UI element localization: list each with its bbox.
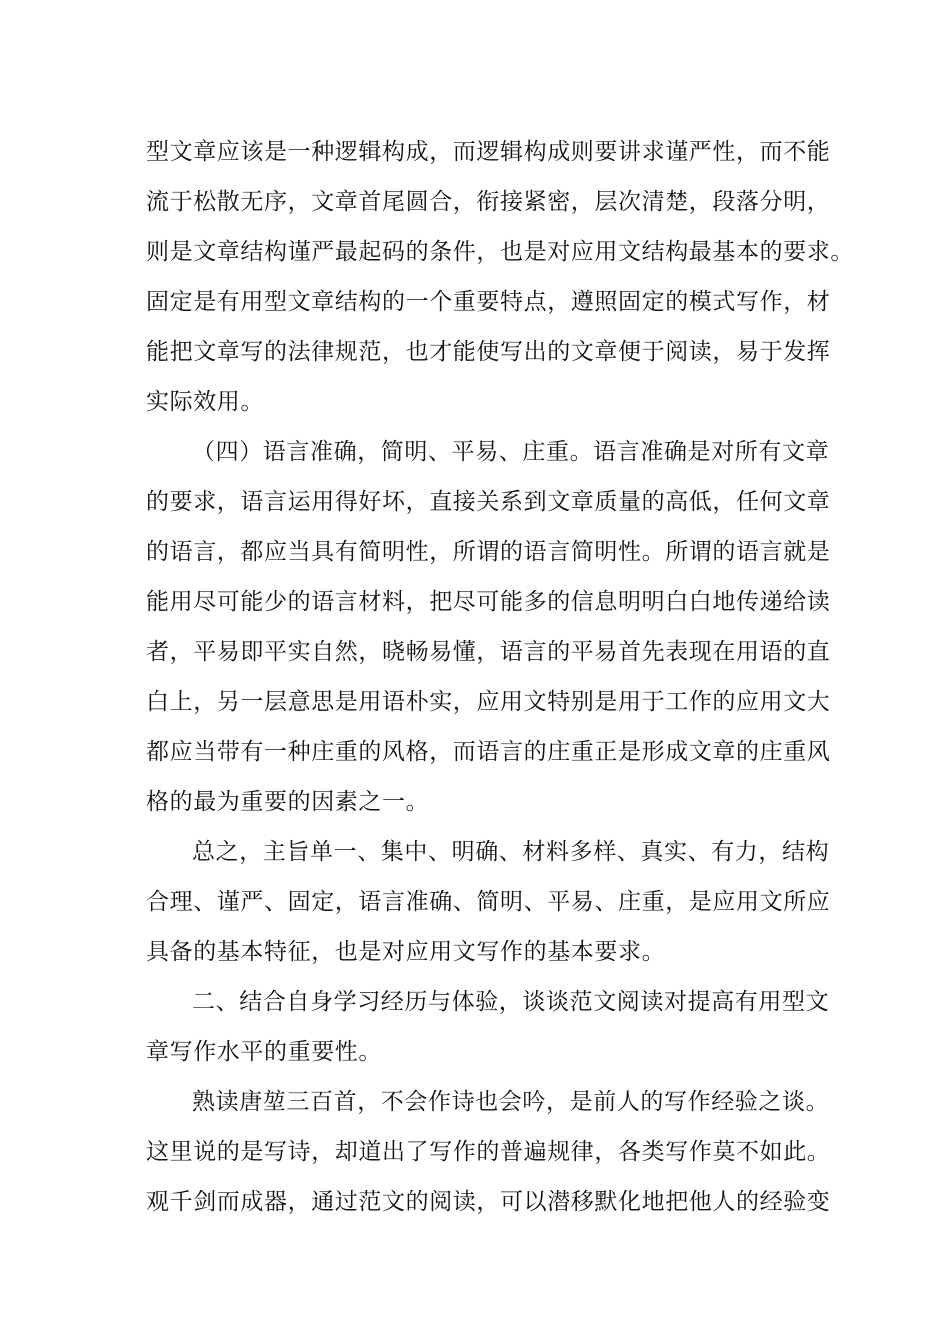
text-line: 固定是有用型文章结构的一个重要特点，遵照固定的模式写作，材 (146, 289, 831, 315)
section-heading-line: 二、结合自身学习经历与体验，谈谈范文阅读对提高有用型文 (192, 989, 830, 1015)
text-line: 型文章应该是一种逻辑构成，而逻辑构成则要讲求谨严性，而不能 (146, 139, 831, 165)
paragraph-first-line: （四）语言准确，简明、平易、庄重。语言准确是对所有文章 (192, 439, 830, 465)
paragraph-first-line: 总之，主旨单一、集中、明确、材料多样、真实、有力，结构 (192, 839, 830, 865)
text-line: 白上，另一层意思是用语朴实，应用文特别是用于工作的应用文大 (146, 689, 831, 715)
text-line: 能用尽可能少的语言材料，把尽可能多的信息明明白白地传递给读 (146, 589, 831, 615)
text-line: 这里说的是写诗，却道出了写作的普遍规律，各类写作莫不如此。 (146, 1139, 831, 1165)
section-heading-line: 章写作水平的重要性。 (146, 1039, 382, 1065)
text-line: 观千剑而成器，通过范文的阅读，可以潜移默化地把他人的经验变 (146, 1189, 831, 1215)
text-line: 的要求，语言运用得好坏，直接关系到文章质量的高低，任何文章 (146, 489, 831, 515)
text-line: 的语言，都应当具有简明性，所谓的语言简明性。所谓的语言就是 (146, 539, 831, 565)
text-line: 流于松散无序，文章首尾圆合，衔接紧密，层次清楚，段落分明， (146, 189, 831, 215)
text-line: 者，平易即平实自然，晓畅易懂，语言的平易首先表现在用语的直 (146, 639, 831, 665)
text-line: 则是文章结构谨严最起码的条件，也是对应用文结构最基本的要求。 (146, 239, 854, 265)
text-line: 合理、谨严、固定，语言准确、简明、平易、庄重，是应用文所应 (146, 889, 831, 915)
text-line: 格的最为重要的因素之一。 (146, 789, 430, 815)
text-line: 实际效用。 (146, 389, 264, 415)
text-line: 具备的基本特征，也是对应用文写作的基本要求。 (146, 939, 666, 965)
text-line: 都应当带有一种庄重的风格，而语言的庄重正是形成文章的庄重风 (146, 739, 831, 765)
paragraph-first-line: 熟读唐堃三百首，不会作诗也会吟，是前人的写作经验之谈。 (192, 1089, 830, 1115)
text-line: 能把文章写的法律规范，也才能使写出的文章便于阅读，易于发挥 (146, 339, 831, 365)
